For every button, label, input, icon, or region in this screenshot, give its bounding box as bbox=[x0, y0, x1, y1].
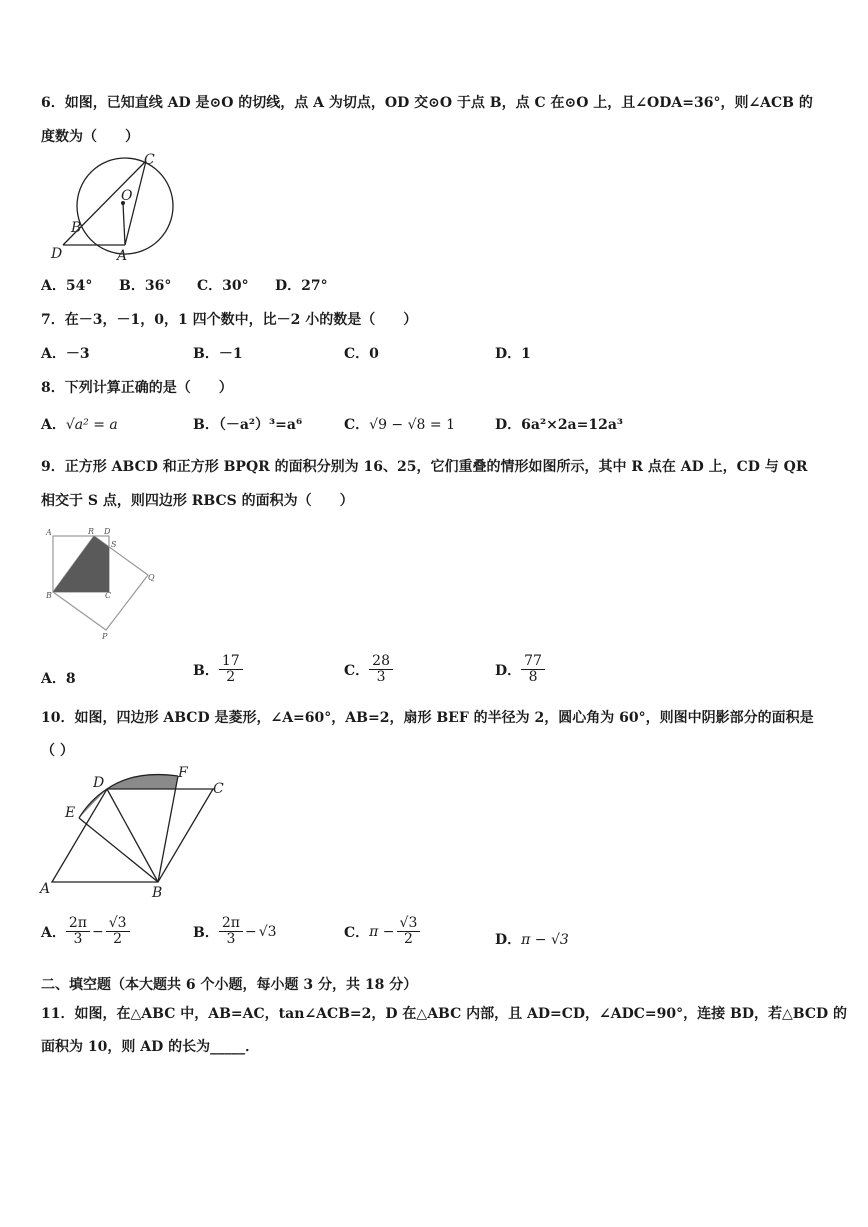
fraction-numerator: 77 bbox=[521, 654, 545, 670]
q10-stem-line1: 10．如图，四边形 ABCD 是菱形，∠A=60°，AB=2，扇形 BEF 的半径为 2，圆心角为 60°，则图中阴影部分的面积是 bbox=[41, 710, 814, 726]
q9-label-p: P bbox=[102, 632, 108, 641]
option-text: 30° bbox=[222, 278, 249, 294]
fraction-numerator: 2π bbox=[66, 916, 90, 932]
q10-figure bbox=[36, 762, 236, 902]
q10-option-c[interactable] bbox=[344, 916, 420, 948]
q11-stem-line1: 11．如图，在△ABC 中，AB=AC，tan∠ACB=2，D 在△ABC 内部，且 AD=CD，∠ADC=90°，连接 BD，若△BCD 的 bbox=[41, 1006, 848, 1022]
q6-option-b[interactable] bbox=[119, 275, 171, 295]
q10-label-c: C bbox=[213, 781, 224, 797]
option-fraction-1 bbox=[219, 916, 243, 948]
option-label: D． bbox=[495, 417, 522, 433]
option-label: A． bbox=[41, 924, 66, 941]
option-text: －3 bbox=[65, 346, 90, 362]
fraction-numerator: √3 bbox=[397, 916, 421, 932]
option-label: B． bbox=[193, 346, 219, 362]
fraction-denominator: 2 bbox=[113, 931, 123, 948]
option-fraction bbox=[369, 654, 393, 686]
q9-option-d[interactable] bbox=[495, 654, 545, 686]
pi-minus: π − bbox=[369, 923, 395, 940]
q6-label-c: C bbox=[144, 152, 155, 168]
q9-option-b[interactable] bbox=[193, 654, 243, 686]
q10-option-a[interactable] bbox=[41, 916, 130, 948]
q6-figure bbox=[45, 148, 235, 266]
option-text: 1 bbox=[521, 346, 531, 362]
q6-stem-line1: 6．如图，已知直线 AD 是⊙O 的切线，点 A 为切点，OD 交⊙O 于点 B，点 C 在⊙O 上，且∠ODA=36°，则∠ACB 的 bbox=[41, 95, 813, 111]
option-formula: √9 − √8 = 1 bbox=[369, 417, 455, 433]
option-label: C． bbox=[197, 278, 223, 294]
fraction-denominator: 2 bbox=[404, 931, 413, 948]
q10-diagonal-db bbox=[107, 789, 158, 882]
option-label: C． bbox=[344, 662, 370, 679]
q8-option-d[interactable] bbox=[495, 414, 623, 434]
q10-label-e: E bbox=[65, 805, 76, 821]
q7-option-d[interactable] bbox=[495, 343, 531, 363]
q9-label-b: B bbox=[46, 591, 52, 600]
option-fraction-1 bbox=[66, 916, 90, 948]
fraction-numerator: 17 bbox=[219, 654, 243, 670]
q10-label-f: F bbox=[178, 765, 188, 781]
fraction-numerator: 28 bbox=[369, 654, 393, 670]
q9-option-c[interactable] bbox=[344, 654, 393, 686]
q8-option-c[interactable] bbox=[344, 414, 455, 434]
fraction-denominator: 2 bbox=[226, 669, 236, 686]
minus-sign: − bbox=[244, 923, 257, 940]
q7-option-b[interactable] bbox=[193, 343, 243, 363]
q10-option-d[interactable] bbox=[495, 929, 569, 949]
option-label: D． bbox=[495, 346, 522, 362]
q6-option-d[interactable] bbox=[275, 275, 328, 295]
q7-option-c[interactable] bbox=[344, 343, 379, 363]
q6-option-a[interactable] bbox=[41, 275, 92, 295]
q9-label-r: R bbox=[88, 527, 95, 536]
q9-label-q: Q bbox=[148, 573, 155, 582]
q9-figure bbox=[44, 526, 164, 641]
q7-option-a[interactable] bbox=[41, 343, 90, 363]
q6-label-d: D bbox=[51, 246, 63, 262]
q10-option-b[interactable] bbox=[193, 916, 277, 948]
q9-shaded-rbcs bbox=[53, 536, 109, 592]
q6-stem-line2: 度数为（ ） bbox=[41, 129, 139, 145]
option-label: B． bbox=[119, 278, 145, 294]
q9-label-c: C bbox=[105, 591, 112, 600]
q6-line-oa bbox=[123, 203, 125, 245]
q10-radius-be bbox=[79, 818, 158, 882]
option-text: 54° bbox=[65, 278, 93, 294]
q10-label-b: B bbox=[152, 885, 163, 901]
q9-option-a[interactable] bbox=[41, 668, 76, 688]
option-text: 8 bbox=[65, 671, 76, 687]
option-text: －1 bbox=[218, 346, 243, 362]
option-text: 0 bbox=[369, 346, 379, 362]
q9-label-a: A bbox=[46, 528, 52, 537]
option-label: C． bbox=[344, 417, 370, 433]
q10-label-d: D bbox=[93, 775, 105, 791]
option-text: 36° bbox=[144, 278, 172, 294]
minus-sign: − bbox=[91, 923, 104, 940]
q10-label-a: A bbox=[40, 881, 51, 897]
fraction-numerator: √3 bbox=[106, 916, 130, 932]
q7-stem: 7．在－3，－1，0，1 四个数中，比－2 小的数是（ ） bbox=[41, 312, 418, 328]
q9-label-d: D bbox=[104, 527, 111, 536]
option-label: A． bbox=[41, 417, 66, 433]
q8-option-a[interactable] bbox=[41, 414, 118, 434]
sqrt-term: √3 bbox=[258, 923, 277, 940]
option-fraction bbox=[219, 654, 243, 686]
option-fraction bbox=[521, 654, 545, 686]
q8-stem: 8．下列计算正确的是（ ） bbox=[41, 380, 233, 396]
option-text: 6a²×2a=12a³ bbox=[521, 417, 624, 433]
option-label: C． bbox=[344, 924, 370, 941]
option-label: A． bbox=[41, 671, 66, 687]
q6-label-o: O bbox=[121, 188, 133, 204]
option-text: 27° bbox=[301, 278, 328, 294]
q9-stem-line1: 9．正方形 ABCD 和正方形 BPQR 的面积分别为 16、25，它们重叠的情形如图所示，其中 R 点在 AD 上，CD 与 QR bbox=[41, 459, 808, 475]
q10-shaded-top bbox=[107, 775, 178, 789]
option-label: D． bbox=[495, 662, 522, 679]
q11-stem-line2: 面积为 10，则 AD 的长为_____． bbox=[41, 1039, 260, 1055]
option-fraction-2 bbox=[106, 916, 130, 948]
option-label: B． bbox=[193, 924, 219, 941]
q10-stem-line2: （ ） bbox=[41, 743, 74, 759]
option-fraction bbox=[397, 916, 421, 948]
fraction-denominator: 3 bbox=[226, 931, 236, 948]
fraction-numerator: 2π bbox=[219, 916, 243, 932]
option-formula: π − √3 bbox=[521, 932, 569, 948]
option-formula: √a² = a bbox=[65, 417, 118, 433]
fraction-denominator: 8 bbox=[528, 669, 538, 686]
q6-label-b: B bbox=[71, 220, 82, 236]
option-text: （－a²）³=a⁶ bbox=[218, 417, 303, 433]
q6-option-c[interactable] bbox=[197, 275, 249, 295]
option-label: A． bbox=[41, 346, 66, 362]
fraction-denominator: 3 bbox=[376, 669, 386, 686]
option-label: B． bbox=[193, 662, 219, 679]
option-label: B． bbox=[193, 417, 219, 433]
fraction-denominator: 3 bbox=[73, 931, 83, 948]
option-label: D． bbox=[275, 278, 302, 294]
q6-label-a: A bbox=[117, 248, 128, 264]
option-label: D． bbox=[495, 932, 522, 948]
option-label: A． bbox=[41, 278, 66, 294]
option-label: C． bbox=[344, 346, 370, 362]
q9-stem-line2: 相交于 S 点，则四边形 RBCS 的面积为（ ） bbox=[41, 493, 354, 509]
q9-label-s: S bbox=[111, 540, 117, 549]
q8-option-b[interactable] bbox=[193, 414, 302, 434]
section-title: 二、填空题（本大题共 6 个小题，每小题 3 分，共 18 分） bbox=[41, 977, 418, 993]
